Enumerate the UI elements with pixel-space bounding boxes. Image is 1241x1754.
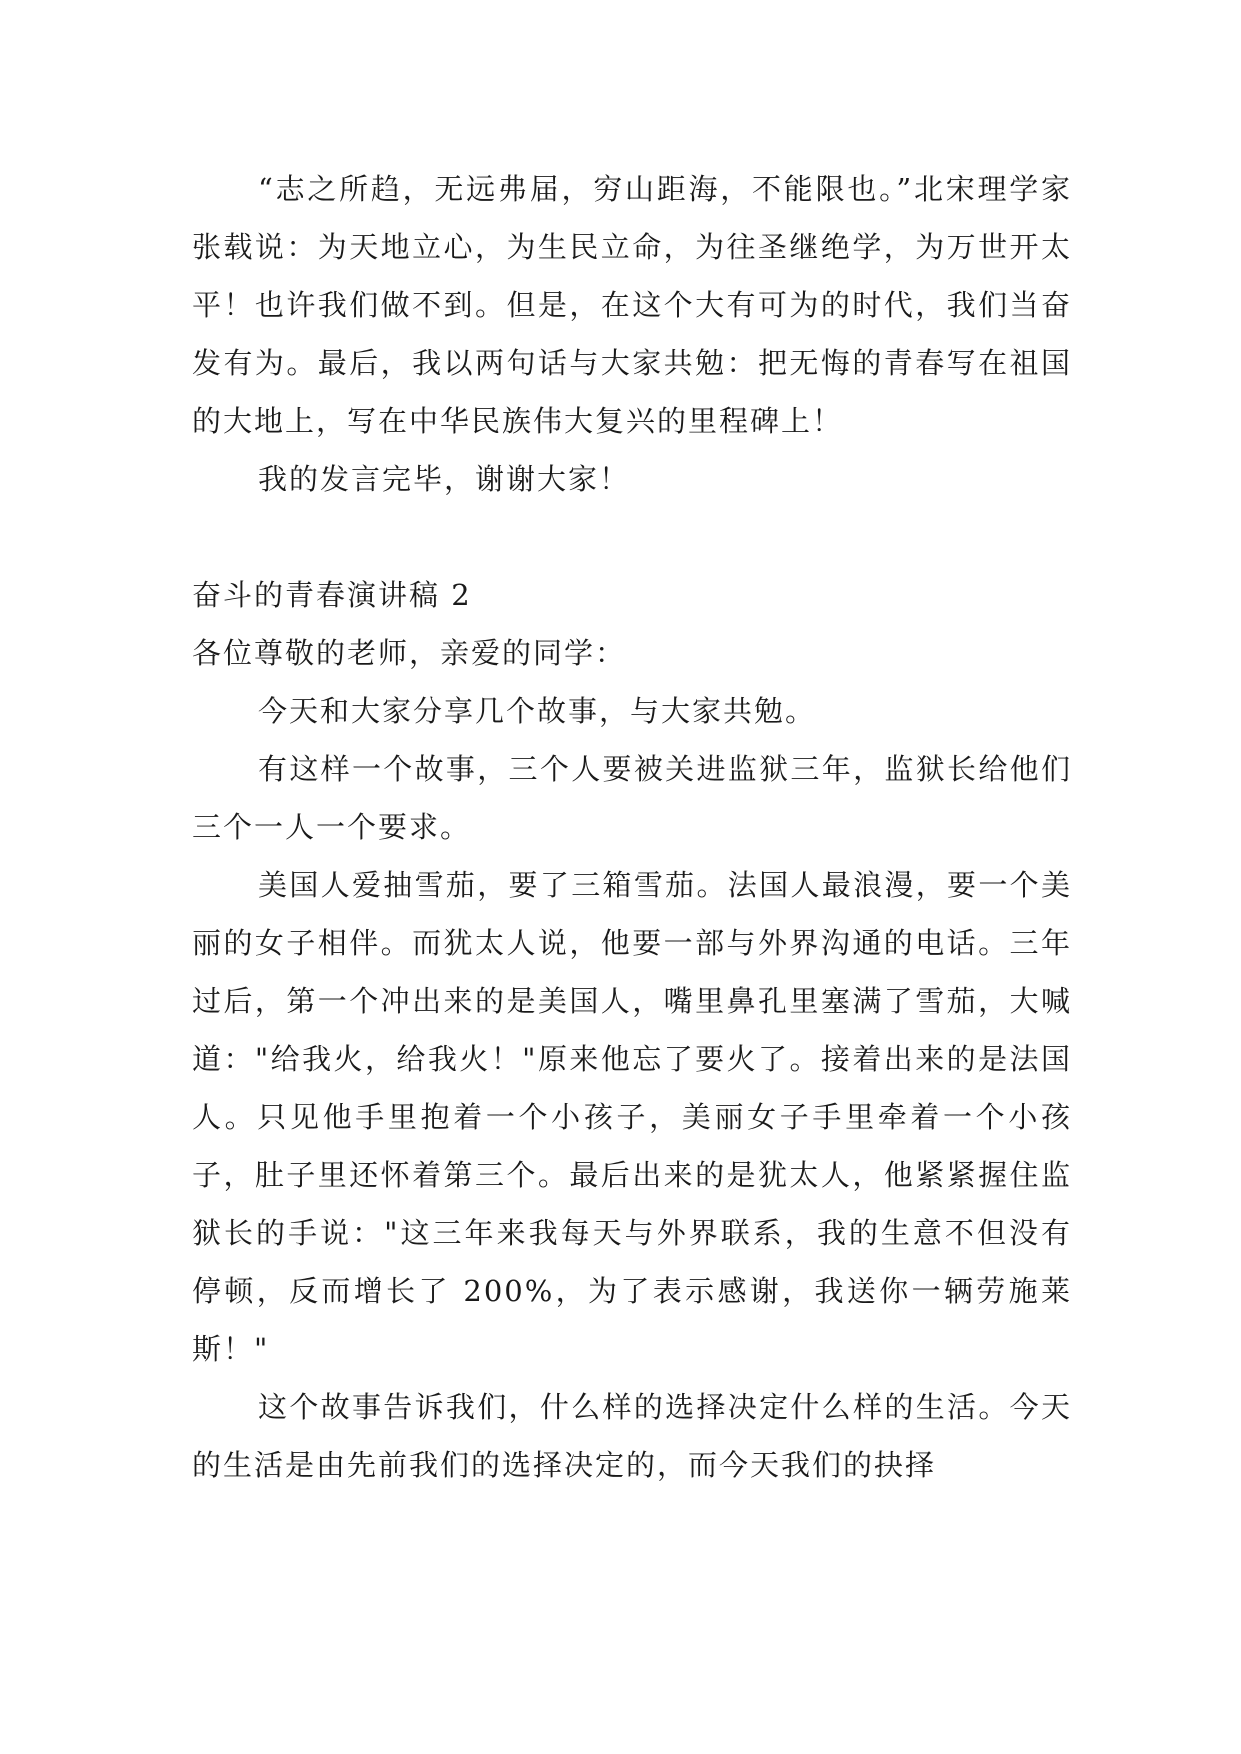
body-paragraph-2: 有这样一个故事，三个人要被关进监狱三年，监狱长给他们三个一人一个要求。: [192, 752, 1072, 844]
section-title: 奋斗的青春演讲稿 2: [192, 578, 472, 612]
body-paragraph-4: 这个故事告诉我们，什么样的选择决定什么样的生活。今天的生活是由先前我们的选择决定的，而今天我们的抉择: [192, 1390, 1072, 1482]
body-paragraph-3: 美国人爱抽雪茄，要了三箱雪茄。法国人最浪漫，要一个美丽的女子相伴。而犹太人说，他要一部与外界沟通的电话。三年过后，第一个冲出来的是美国人，嘴里鼻孔里塞满了雪茄，大喊道："给我火，给我火！"原来他忘了要火了。接着出来的是法国人。只见他手里抱着一个小孩子，美丽女子手里牵着一个小孩子，肚子里还怀着第三个。最后出来的是犹太人，他紧紧握住监狱长的手说："这三年来我每天与外界联系，我的生意不但没有停顿，反而增长了 200%，为了表示感谢，我送你一辆劳施莱斯！": [192, 868, 1072, 1366]
section-gap: [192, 508, 1072, 566]
thanks-paragraph: 我的发言完毕，谢谢大家！: [258, 462, 631, 496]
body-paragraph-1: 今天和大家分享几个故事，与大家共勉。: [258, 694, 817, 728]
document-body: [192, 160, 1072, 1494]
closing-paragraph: “志之所趋，无远弗届，穷山距海，不能限也。”北宋理学家张载说：为天地立心，为生民立命，为往圣继绝学，为万世开太平！也许我们做不到。但是，在这个大有可为的时代，我们当奋发有为。最后，我以两句话与大家共勉：把无悔的青春写在祖国的大地上，写在中华民族伟大复兴的里程碑上！: [192, 172, 1072, 438]
greeting-line: 各位尊敬的老师，亲爱的同学：: [192, 636, 627, 670]
